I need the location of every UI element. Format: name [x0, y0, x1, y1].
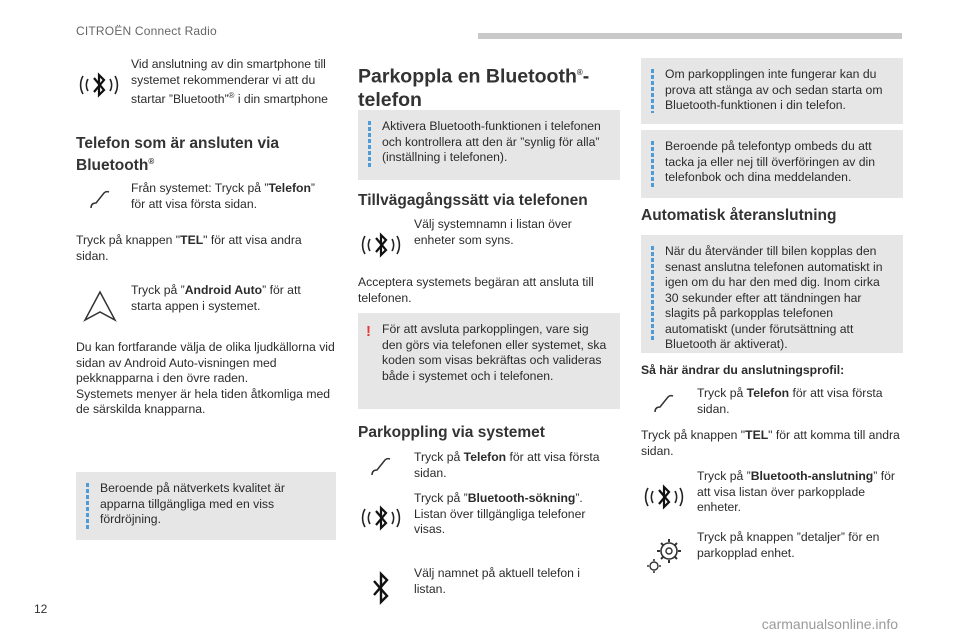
info-note-auto-reconnect: När du återvänder till bilen kopplas den senast anslutna telefonen automatiskt in igen om du har den med dig. Inom cirka 30 sekunder efter att tändningen har slagits på parkopplas telefonen automatiskt (under förutsättning att Bluetooth är aktiverat). [641, 235, 903, 353]
info-note-pairing-fails: Om parkopplingen inte fungerar kan du prova att stänga av och sedan starta om Bluetooth-funktionen i din telefon. [641, 58, 903, 124]
info-bar-icon [651, 141, 654, 187]
page-number: 12 [34, 602, 48, 616]
bluetooth-connection-icon [641, 474, 687, 520]
info-bar-icon [368, 121, 371, 169]
warning-note-pairing-code: ! För att avsluta parkopplingen, vare sig den görs via telefonen eller systemet, ska koden som visas bekräftas och valideras både i systemet och i telefonen. [358, 313, 620, 409]
info-bar-icon [86, 483, 89, 529]
section-heading-auto-reconnect: Automatisk återanslutning [641, 207, 837, 224]
step-press-telefon-2: Tryck på Telefon för att visa första sidan. [697, 386, 883, 416]
info-note-phonebook: Beroende på telefontyp ombeds du att tacka ja eller nej till överföringen av din telefonbok och dina meddelanden. [641, 130, 903, 198]
step-select-system-name: Välj systemnamn i listan över enheter som syns. [414, 217, 572, 247]
para-tel-button: Tryck på knappen "TEL" för att visa andra sidan. [76, 233, 302, 263]
step-bluetooth-connection: Tryck på ”Bluetooth-anslutning” för att visa listan över parkopplade enheter. [697, 469, 895, 514]
info-bar-icon [651, 246, 654, 342]
para-tel-button-2: Tryck på knappen "TEL" för att komma till andra sidan. [641, 428, 900, 458]
phone-handset-icon [88, 188, 112, 212]
section-heading-via-phone: Tillvägagångssätt via telefonen [358, 192, 588, 209]
section-heading-via-system: Parkoppling via systemet [358, 424, 545, 441]
info-bar-icon [651, 69, 654, 113]
bluetooth-icon [358, 222, 404, 268]
bluetooth-symbol-icon [370, 570, 392, 608]
phone-handset-icon [369, 455, 393, 479]
running-header: CITROËN Connect Radio [76, 24, 217, 38]
bluetooth-icon [76, 62, 122, 108]
watermark: carmanualsonline.info [761, 616, 898, 632]
page-title: Parkoppla en Bluetooth®-telefon [358, 65, 590, 111]
para-accept-request: Acceptera systemets begäran att ansluta till telefonen. [358, 275, 594, 305]
step-telefon-text: Från systemet: Tryck på ”Telefon” för att visa första sidan. [131, 181, 315, 211]
step-android-auto-text: Tryck på ”Android Auto” för att starta appen i systemet. [131, 283, 301, 313]
step-press-telefon: Tryck på Telefon för att visa första sidan. [414, 450, 600, 480]
intro-text: Vid anslutning av din smartphone till systemet rekommenderar vi att du startar ”Bluetooth”® i din smartphone [131, 57, 328, 107]
warning-exclamation-icon: ! [366, 323, 371, 340]
subheading-change-profile: Så här ändrar du anslutningsprofil: [641, 363, 845, 377]
step-select-phone-name: Välj namnet på aktuell telefon i listan. [414, 566, 580, 596]
step-details-button: Tryck på knappen ”detaljer” för en parkopplad enhet. [697, 530, 880, 560]
info-note-network: Beroende på nätverkets kvalitet är apparna tillgängliga med en viss fördröjning. [76, 472, 336, 540]
para-audio-sources: Du kan fortfarande välja de olika ljudkällorna vid sidan av Android Auto-visningen med pekknapparna i den övre raden. Systemets menyer är hela tiden åtkomliga med de särskilda knapparna. [76, 340, 335, 416]
info-note-activate: Aktivera Bluetooth-funktionen i telefonen och kontrollera att den är ”synlig för alla” (inställning i telefonen). [358, 110, 620, 180]
details-gear-icon [644, 534, 686, 576]
section-heading-bluetooth-connected: Telefon som är ansluten via Bluetooth® [76, 135, 279, 175]
bluetooth-search-icon [358, 495, 404, 541]
android-auto-icon [82, 288, 118, 324]
header-rule [478, 33, 902, 39]
step-bluetooth-search: Tryck på ”Bluetooth-sökning”. Listan över tillgängliga telefoner visas. [414, 491, 586, 536]
phone-handset-icon [652, 392, 676, 416]
